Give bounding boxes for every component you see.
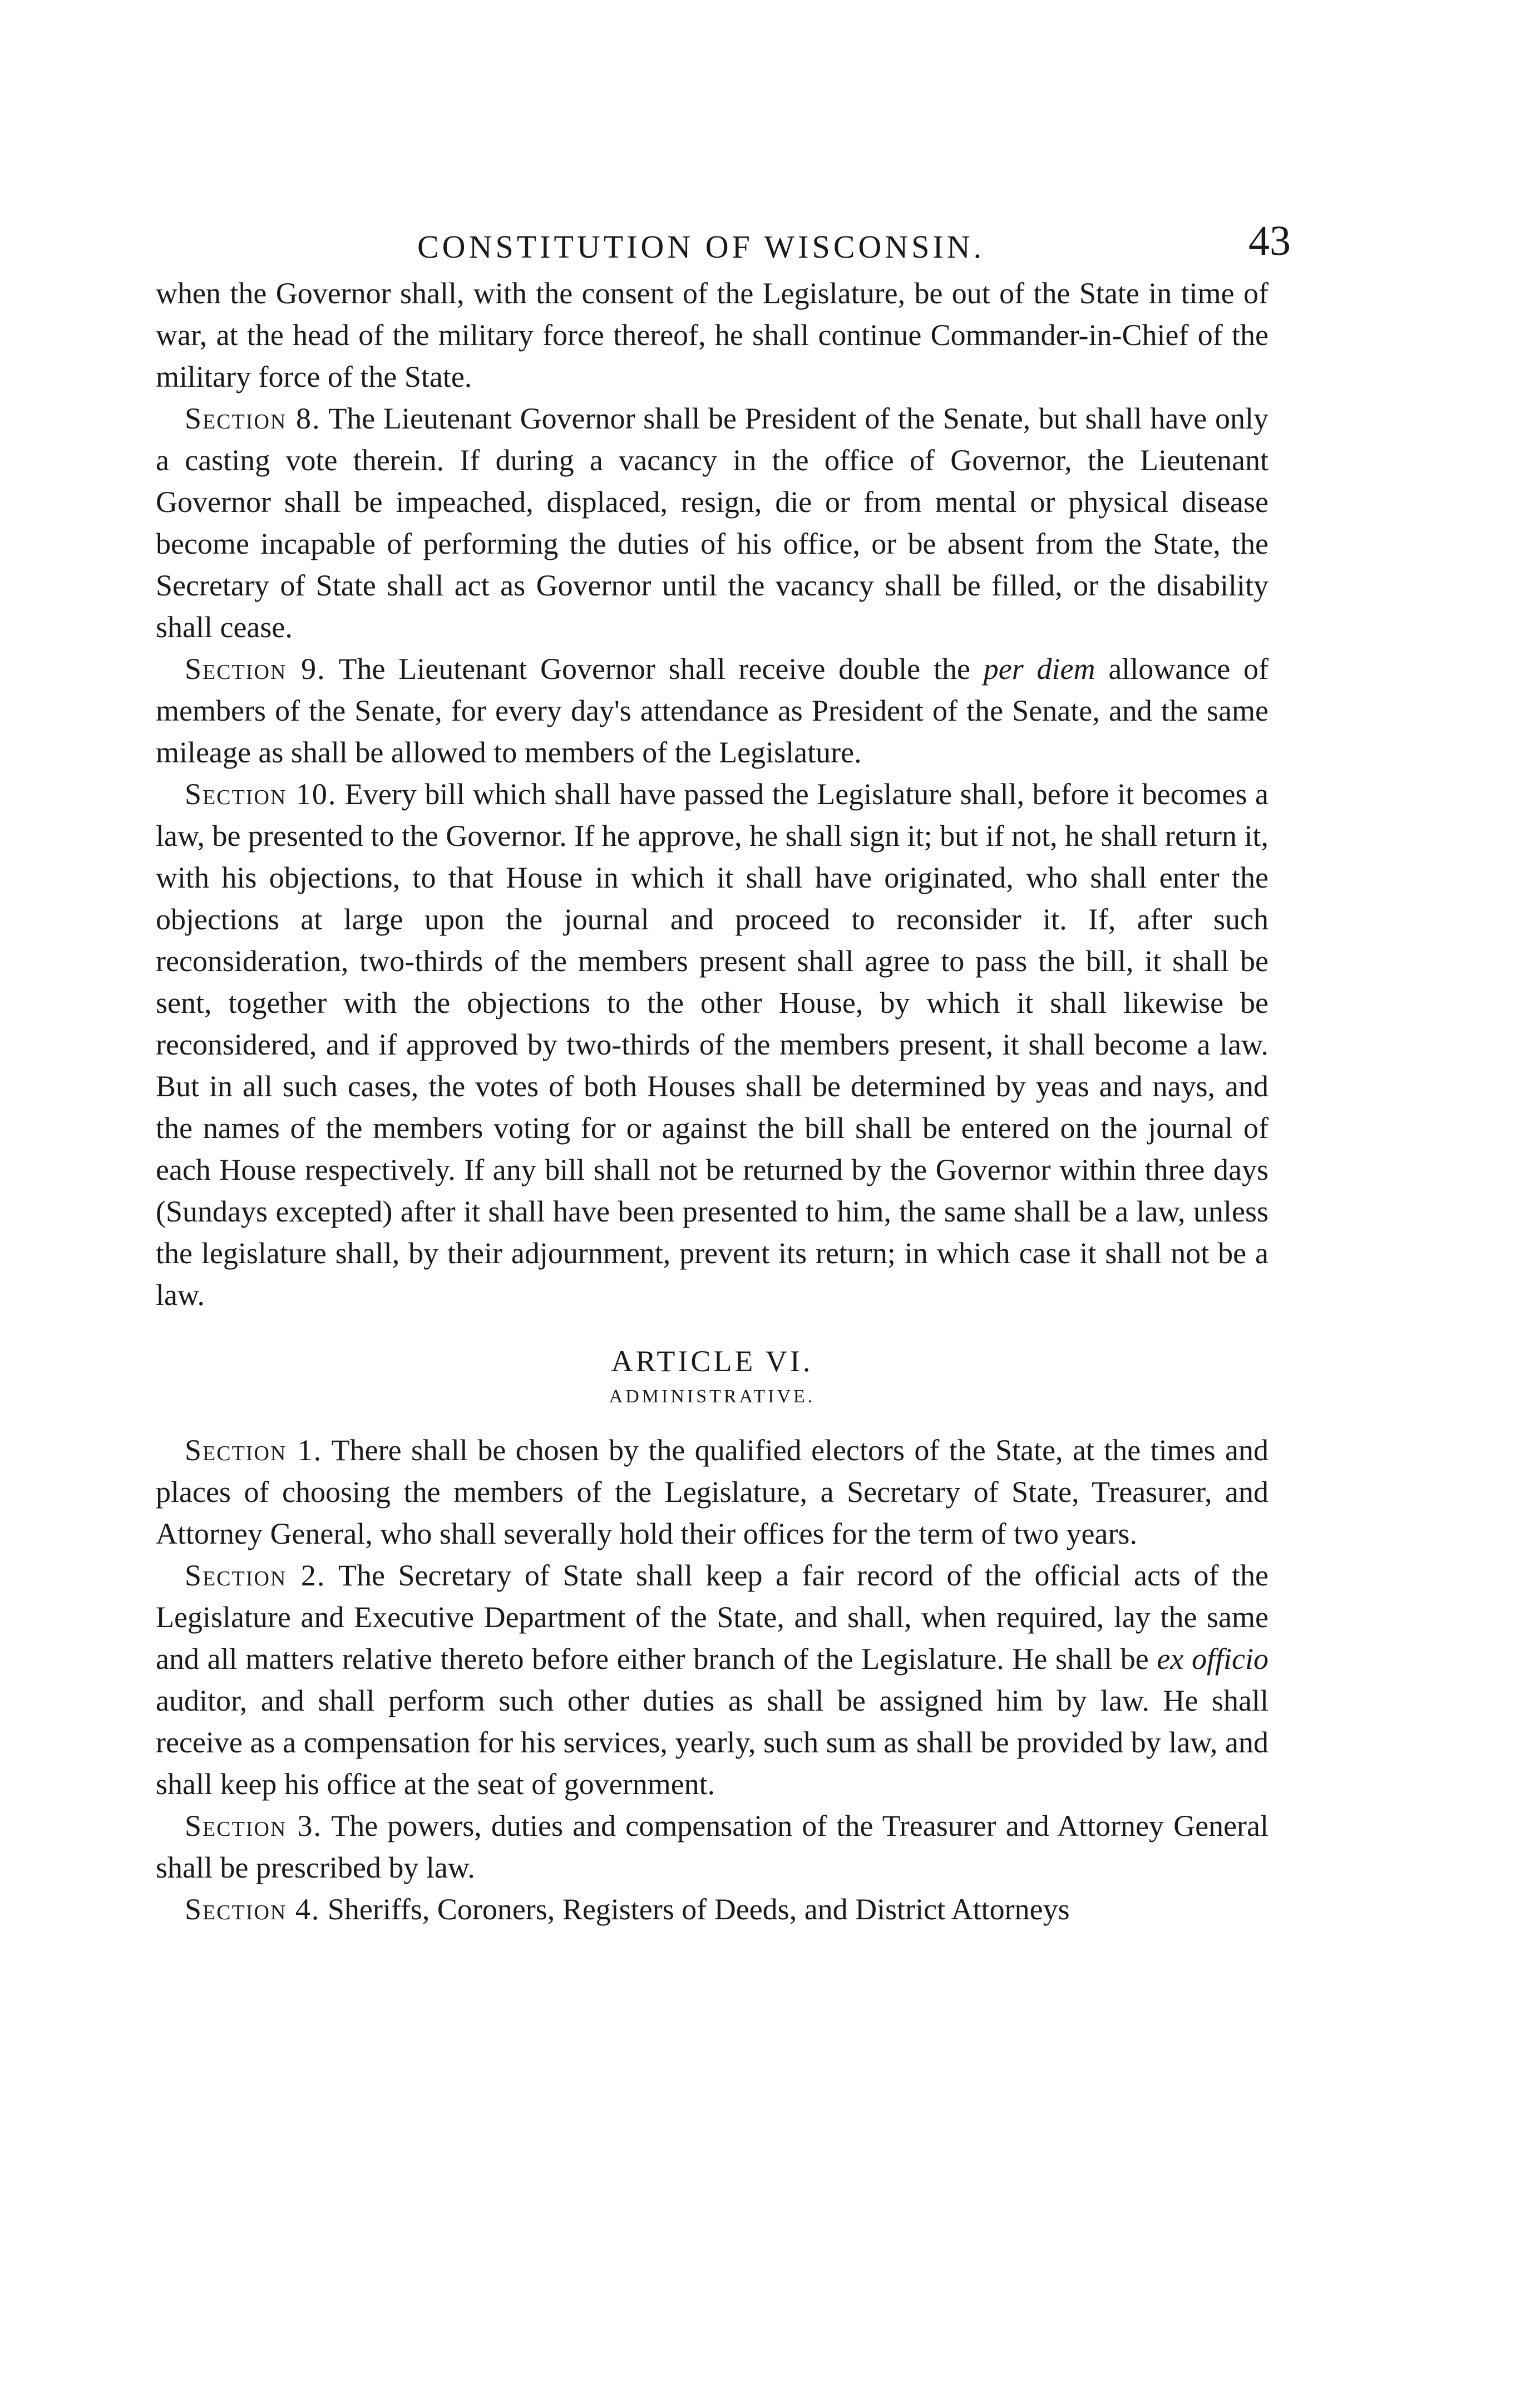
section-text: The Lieutenant Governor shall be President of the Senate, but shall have only a casting vote therein. If during a vacancy in the office of Governor, the Lieutenant Governor shall be impeached, displaced, resign, die or from mental or physical disease become incapable of performing the duties of his office, or be absent from the State, the Secretary of State shall act as Governor until the vacancy shall be filled, or the disability shall cease. (156, 402, 1268, 644)
section-text: allowance of members of the Senate, for every day's attendance as President of the Senate, and the same mileage as shall be allowed to members of the Legislature. (156, 652, 1268, 769)
section-9-paragraph (156, 648, 1268, 774)
page-number: 43 (1248, 218, 1291, 264)
section-label: Section 3. (185, 1809, 323, 1843)
art6-section-2-paragraph (156, 1555, 1268, 1805)
section-text: The Secretary of State shall keep a fair record of the official acts of the Legislature and Executive Department of the State, and shall, when required, lay the same and all matters relative thereto before either branch of the Legislature. He shall be (156, 1559, 1268, 1676)
art6-section-1-paragraph (156, 1430, 1268, 1555)
section-label: Section 2. (185, 1559, 326, 1592)
section-label: Section 4. (185, 1893, 320, 1926)
section-label: Section 10. (185, 777, 337, 811)
italic-term: per diem (983, 652, 1095, 686)
section-text: The powers, duties and compensation of the Treasurer and Attorney General shall be prescribed by law. (156, 1809, 1268, 1884)
running-head (156, 211, 1291, 273)
section-label: Section 8. (185, 402, 321, 435)
continuation-text: when the Governor shall, with the consent of the Legislature, be out of the State in time of war, at the head of the military force thereof, he shall continue Commander-in-Chief of the military force of the State. (156, 277, 1268, 393)
art6-section-3-paragraph (156, 1805, 1268, 1889)
article-heading: ARTICLE VI. (611, 1344, 813, 1378)
running-title: CONSTITUTION OF WISCONSIN. (417, 229, 985, 265)
section-8-paragraph (156, 398, 1268, 648)
section-label: Section 9. (185, 652, 326, 686)
article-subheading: ADMINISTRATIVE. (609, 1386, 816, 1407)
art6-section-4-paragraph (156, 1889, 1268, 1930)
section-text: The Lieutenant Governor shall receive double the (338, 652, 970, 686)
italic-term: ex officio (1157, 1642, 1269, 1676)
continuation-paragraph (156, 273, 1268, 398)
section-text: auditor, and shall perform such other duties as shall be assigned him by law. He shall receive as a compensation for his services, yearly, such sum as shall be provided by law, and shall keep his office at the seat of government. (156, 1684, 1268, 1801)
section-text: There shall be chosen by the qualified electors of the State, at the times and places of choosing the members of the Legislature, a Secretary of State, Treasurer, and Attorney General, who shall severally hold their offices for the term of two years. (156, 1433, 1268, 1550)
document-page (156, 211, 1291, 1930)
section-text: Every bill which shall have passed the Legislature shall, before it becomes a law, be presented to the Governor. If he approve, he shall sign it; but if not, he shall return it, with his objections, to that House in which it shall have originated, who shall enter the objections at large upon the journal and proceed to reconsider it. If, after such reconsideration, two-thirds of the members present shall agree to pass the bill, it shall be sent, together with the objections to the other House, by which it shall likewise be reconsidered, and if approved by two-thirds of the members present, it shall become a law. But in all such cases, the votes of both Houses shall be determined by yeas and nays, and the names of the members voting for or against the bill shall be entered on the journal of each House respectively. If any bill shall not be returned by the Governor within three days (Sundays excepted) after it shall have been presented to him, the same shall be a law, unless the legislature shall, by their adjournment, prevent its return; in which case it shall not be a law. (156, 777, 1268, 1312)
section-text: Sheriffs, Coroners, Registers of Deeds, and District Attorneys (327, 1893, 1070, 1926)
section-10-paragraph (156, 774, 1268, 1316)
section-label: Section 1. (185, 1433, 323, 1467)
